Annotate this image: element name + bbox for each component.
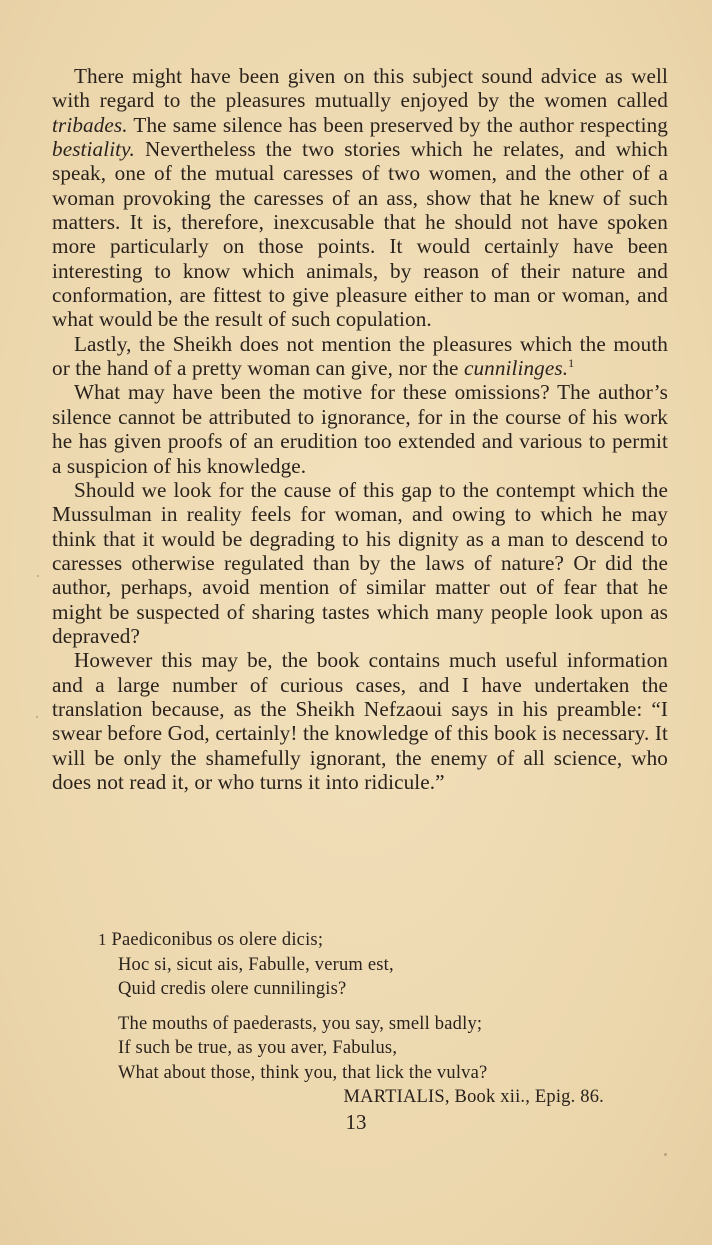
paper-speck bbox=[36, 716, 38, 718]
page-number: 13 bbox=[345, 1110, 367, 1134]
footnote-latin-line-1: 1 Paediconibus os olere dicis; bbox=[98, 930, 324, 950]
paragraph-text: What may have been the motive for these omissions? The author’s silence cannot be attributed to ignorance, for in the course of his work he has given proofs of an erudition too extended and various to permit a suspicion of his knowledge. bbox=[52, 380, 668, 478]
footnote-number: 1 bbox=[98, 930, 107, 949]
paragraph bbox=[52, 648, 668, 794]
paragraph-text: Nevertheless the two stories which he relates, and which speak, one of the mutual caresses of two women, and the other of a woman provoking the caresses of an ass, show that he knew of such matters. It is, therefore, inexcusable that he should not have spoken more particularly on those points. It would certainly have been interesting to know which animals, by reason of their nature and conformation, are fittest to give pleasure either to man or woman, and what would be the result of such copulation. bbox=[52, 137, 668, 332]
paragraph bbox=[52, 478, 668, 648]
paragraph bbox=[52, 332, 668, 381]
paragraph-text: The same silence has been preserved by the author respecting bbox=[127, 112, 668, 137]
footnote-english-line-1: The mouths of paederasts, you say, smell badly; bbox=[118, 1013, 483, 1034]
paragraph-text: Should we look for the cause of this gap to the contempt which the Mussulman in reality feels for woman, and owing to which he may think that it would be degrading to his dignity as a man to descend to caresses otherwise regulated than by the laws of nature? Or did the author, perhaps, avoid mention of similar matter out of fear that he might be suspected of sharing tastes which many people look upon as depraved? bbox=[52, 477, 668, 648]
footnote bbox=[98, 928, 618, 1110]
paper-speck bbox=[37, 575, 39, 577]
italic-term: bestiality. bbox=[52, 137, 135, 162]
paragraph-text: There might have been given on this subject sound advice as well with regard to the pleasures mutually enjoyed by the women called bbox=[52, 64, 668, 113]
footnote-latin-line-2: Hoc si, sicut ais, Fabulle, verum est, bbox=[118, 954, 394, 975]
footnote-english-line-2: If such be true, as you aver, Fabulus, bbox=[118, 1038, 398, 1058]
footnote-english-line-3: What about those, think you, that lick the vulva? bbox=[118, 1062, 488, 1083]
paragraph bbox=[52, 380, 668, 477]
italic-term: cunnilinges. bbox=[463, 356, 569, 381]
footnote-reference: 1 bbox=[568, 356, 575, 371]
paragraph-text: Lastly, the Sheikh does not mention the pleasures which the mouth or the hand of a pretty woman can give, nor the bbox=[52, 331, 668, 381]
footnote-latin-line-3: Quid credis olere cunnilingis? bbox=[118, 979, 347, 999]
footnote-attribution: MARTIALIS, Book xii., Epig. 86. bbox=[343, 1087, 604, 1107]
italic-term: tribades. bbox=[52, 112, 128, 137]
body-text bbox=[52, 64, 668, 794]
paragraph bbox=[52, 64, 668, 332]
paragraph-text: However this may be, the book contains much useful information and a large number of curious cases, and I have undertaken the translation because, as the Sheikh Nefzaoui says in his preamble: “I swear before God, certainly! the knowledge of this book is necessary. It will be only the shamefully ignorant, the enemy of all science, who does not read it, or who turns it into ridicule.” bbox=[52, 648, 668, 794]
paper-speck bbox=[664, 1153, 667, 1156]
